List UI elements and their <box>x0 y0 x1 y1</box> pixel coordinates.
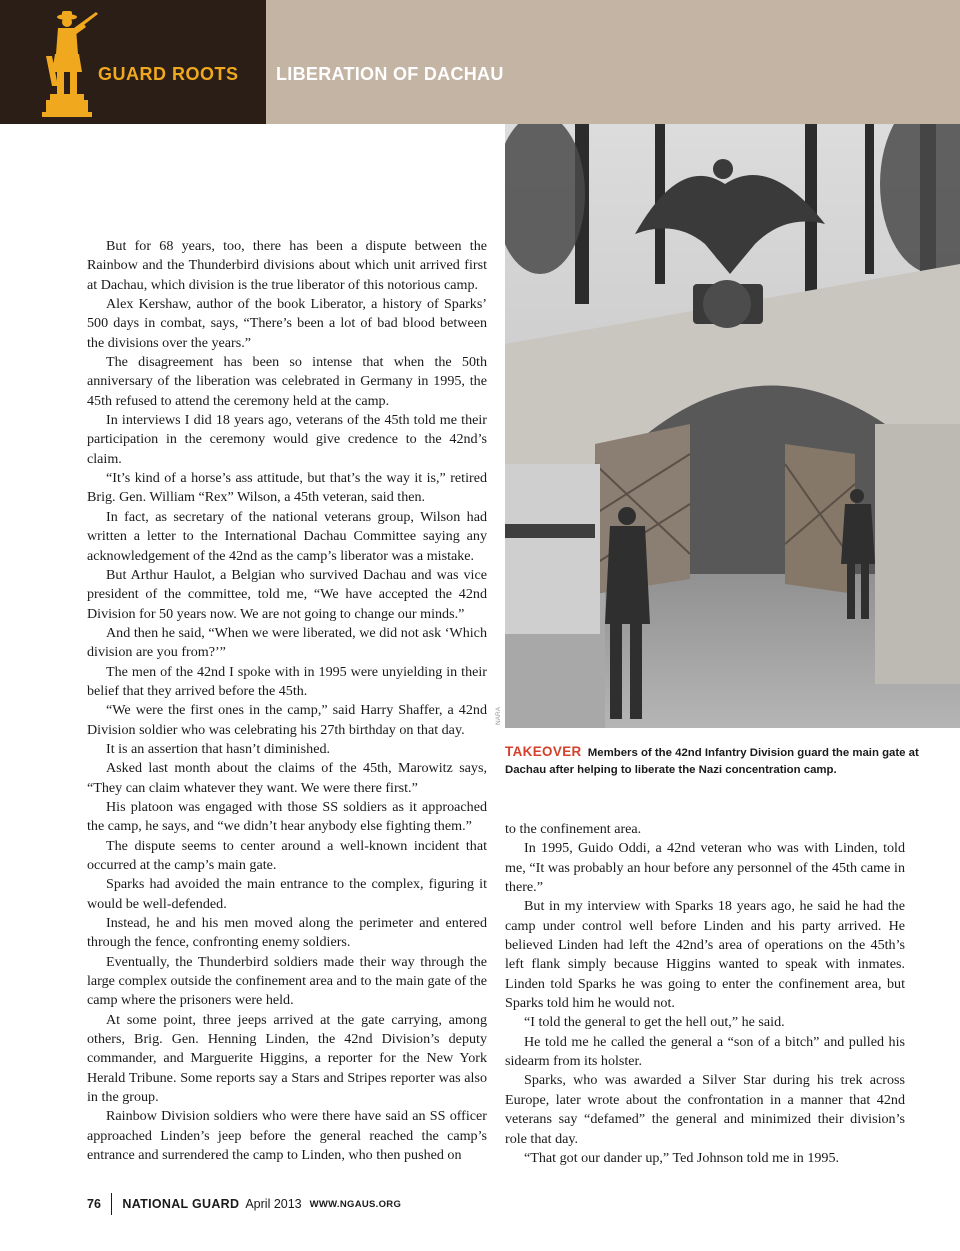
paragraph: Instead, he and his men moved along the perimeter and entered through the fence, confronting enemy soldiers. <box>87 915 487 951</box>
magazine-name: NATIONAL GUARD <box>122 1197 240 1211</box>
paragraph: “It’s kind of a horse’s ass attitude, but that’s the way it is,” retired Brig. Gen. William “Rex” Wilson, a 45th veteran, said then. <box>87 470 487 506</box>
paragraph: In 1995, Guido Oddi, a 42nd veteran who was with Linden, told me, “It was probably an hour before any personnel of the 45th came in there.” <box>505 840 905 896</box>
paragraph: “We were the first ones in the camp,” said Harry Shaffer, a 42nd Division soldier who was celebrating his 27th birthday on that day. <box>87 702 487 738</box>
header-brand-block <box>0 0 266 124</box>
dachau-gate-photo <box>505 124 960 728</box>
paragraph: He told me he called the general a “son of a bitch” and pulled his sidearm from its holster. <box>505 1033 905 1070</box>
paragraph: The dispute seems to center around a well-known incident that occurred at the camp’s main gate. <box>87 837 487 873</box>
header-title-block <box>266 0 960 124</box>
minuteman-statue-icon <box>38 8 104 118</box>
paragraph: “That got our dander up,” Ted Johnson told me in 1995. <box>524 1149 840 1166</box>
paragraph: But in my interview with Sparks 18 years ago, he said he had the camp under control well before Linden and his party arrived. He believed Linden had left the 42nd’s area of operations on the 45th’s left flank simply because Higgins wanted to speak with inmates. Linden told Sparks he was going to enter the confinement area, but Sparks told him he would not. <box>505 898 905 1012</box>
paragraph: Asked last month about the claims of the 45th, Marowitz says, “They can claim whatever they want. We were there first.” <box>87 760 487 796</box>
photo-caption <box>505 743 925 779</box>
paragraph: But Arthur Haulot, a Belgian who survived Dachau and was vice president of the committee, told me, “We have accepted the 42nd Division for 50 years now. We are not going to change our minds.” <box>87 566 487 622</box>
paragraph: Rainbow Division soldiers who were there have said an SS officer approached Linden’s jeep before the general reached the camp’s entrance and surrendered the camp to Linden, who then pushed on <box>87 1108 487 1164</box>
paragraph: Sparks had avoided the main entrance to the complex, figuring it would be well-defended. <box>87 876 487 912</box>
paragraph: But for 68 years, too, there has been a dispute between the Rainbow and the Thunderbird divisions about which unit arrived first at Dachau, which division is the true liberator of this notorious camp. <box>87 238 487 293</box>
paragraph: to the confinement area. <box>505 821 642 837</box>
paragraph: Eventually, the Thunderbird soldiers made their way through the large complex outside the confinement area and to the main gate of the camp where the prisoners were held. <box>87 953 487 1009</box>
article-headline: LIBERATION OF DACHAU <box>276 64 504 84</box>
paragraph: At some point, three jeeps arrived at the gate carrying, among others, Brig. Gen. Henning Linden, the 42nd Division’s deputy commander, and Marguerite Higgins, a reporter for the New York Herald Tribune. Some reports say a Stars and Stripes reporter was also in the group. <box>87 1011 487 1106</box>
footer-divider <box>111 1193 113 1215</box>
photo-credit: NARA <box>494 706 502 726</box>
page-number: 76 <box>87 1197 101 1211</box>
website-link[interactable]: WWW.NGAUS.ORG <box>309 1198 402 1210</box>
caption-text: Members of the 42nd Infantry Division guard the main gate at Dachau after helping to liberate the Nazi concentration camp. <box>505 747 919 776</box>
right-column <box>505 820 905 1168</box>
paragraph: Sparks, who was awarded a Silver Star during his trek across Europe, later wrote about the confrontation in a manner that 42nd veterans say “defamed” the general and minimized their division’s role that day. <box>505 1072 905 1147</box>
paragraph: In interviews I did 18 years ago, veterans of the 45th told me their participation in the ceremony would give credence to the 42nd’s claim. <box>87 412 487 467</box>
caption-lead: TAKEOVER <box>505 744 582 759</box>
paragraph: The men of the 42nd I spoke with in 1995 were unyielding in their belief that they arrived before the 45th. <box>87 663 487 699</box>
paragraph: In fact, as secretary of the national veterans group, Wilson had written a letter to the International Dachau Committee saying any acknowledgement of the 42nd as the camp’s liberator was a mistake. <box>87 508 487 564</box>
left-column <box>87 237 487 1166</box>
series-label: GUARD ROOTS <box>98 64 239 84</box>
paragraph: And then he said, “When we were liberated, we did not ask ‘Which division are you from?’” <box>87 624 487 661</box>
page-footer <box>87 1192 401 1216</box>
paragraph: “I told the general to get the hell out,” he said. <box>524 1014 785 1031</box>
paragraph: It is an assertion that hasn’t diminished. <box>106 740 331 757</box>
issue-date: April 2013 <box>245 1197 302 1211</box>
paragraph: The disagreement has been so intense that when the 50th anniversary of the liberation was celebrated in Germany in 1995, the 45th refused to attend the ceremony held at the camp. <box>87 354 487 409</box>
paragraph: His platoon was engaged with those SS soldiers as it approached the camp, he says, and “we didn’t hear anybody else fighting them.” <box>87 798 487 835</box>
paragraph: Alex Kershaw, author of the book Liberator, a history of Sparks’ 500 days in combat, says, “There’s been a lot of bad blood between the divisions over the years.” <box>87 296 487 351</box>
